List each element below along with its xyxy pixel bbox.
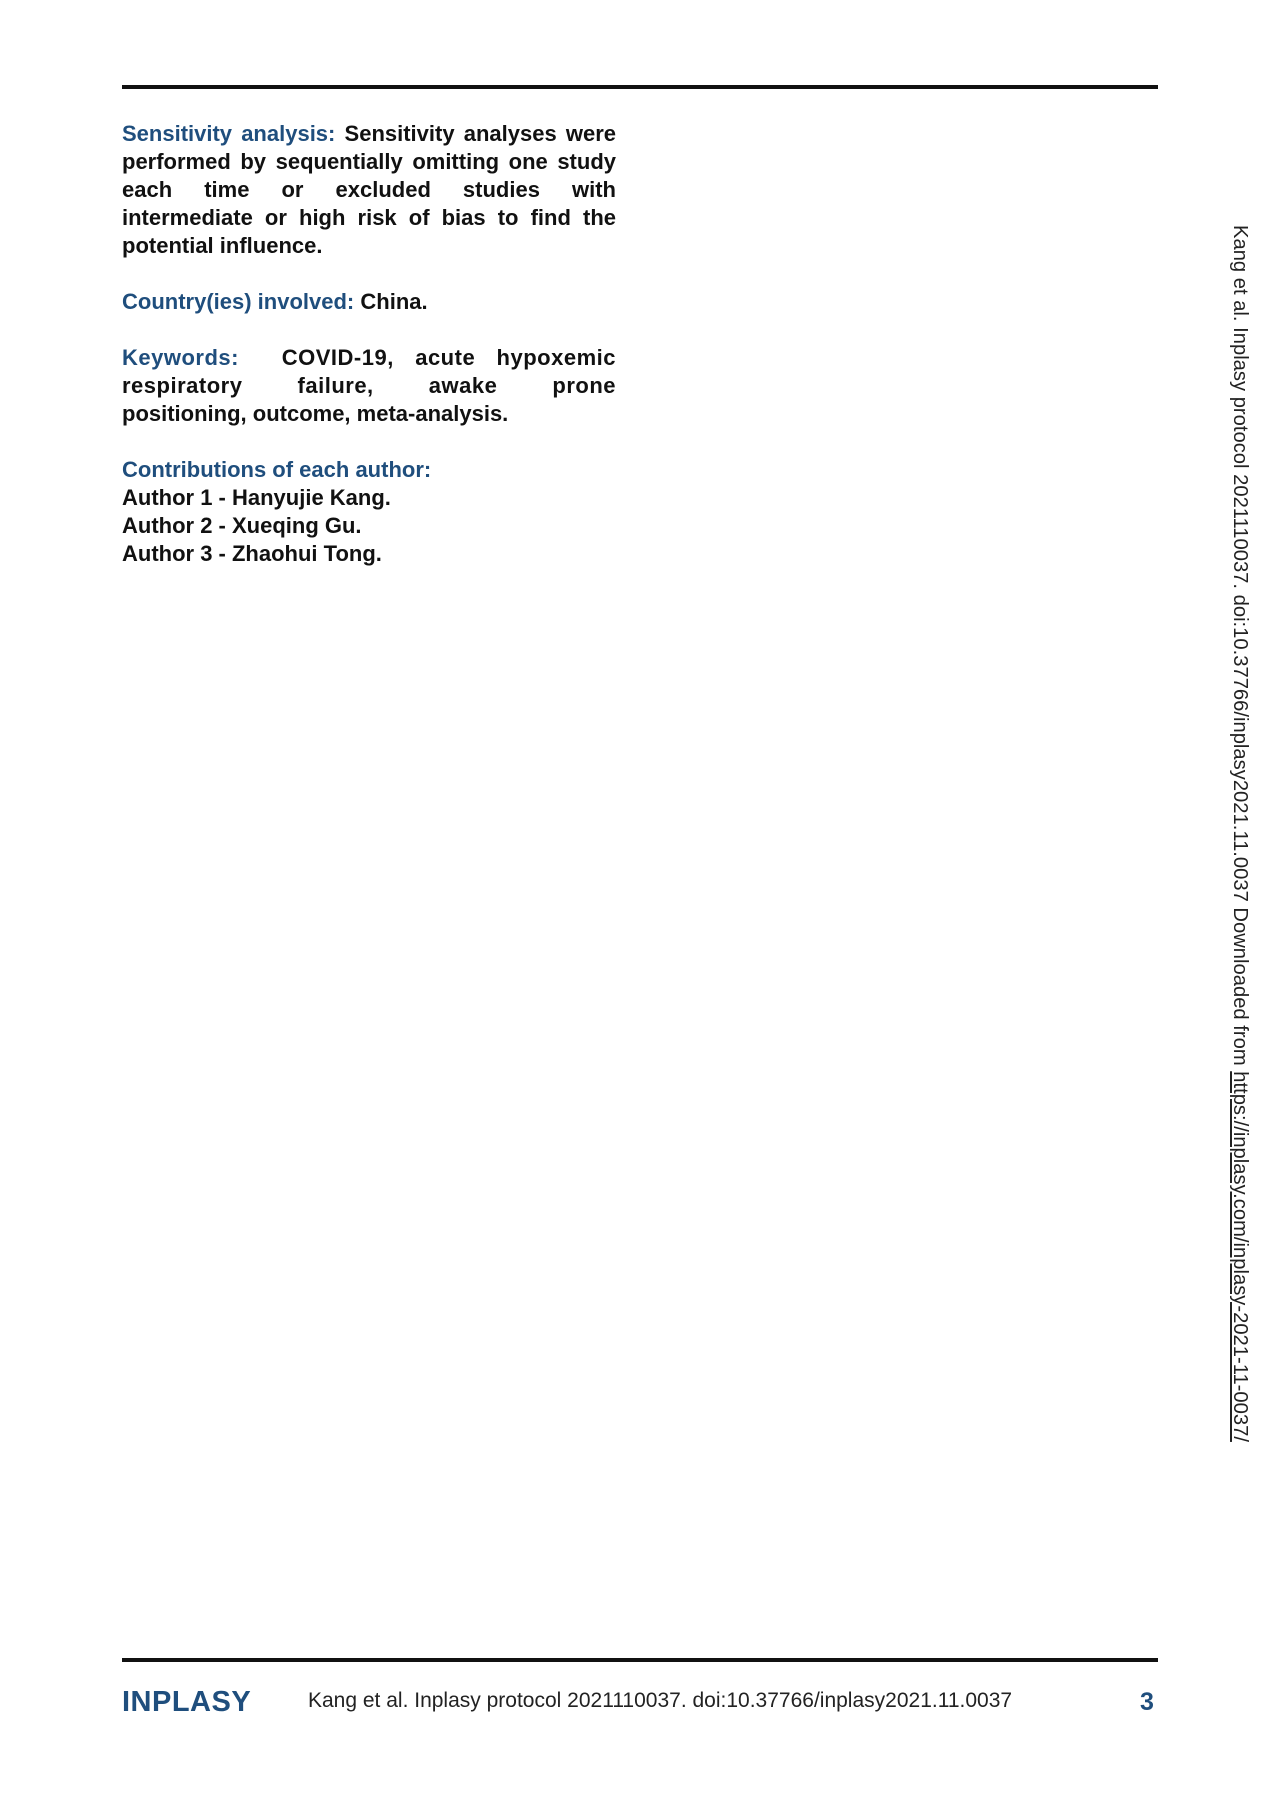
main-column (122, 120, 616, 596)
side-note-link[interactable]: https://inplasy.com/inplasy-2021-11-0037/ (1229, 1071, 1251, 1442)
country-paragraph (122, 288, 616, 316)
keywords-line-2: respiratory failure, awake prone (122, 373, 616, 398)
keywords-line-1 (122, 344, 616, 372)
top-rule (122, 85, 1158, 89)
side-note-text: Kang et al. Inplasy protocol 2021110037. doi:10.37766/inplasy2021.11.0037 Downloaded from (1229, 225, 1251, 1072)
author-line-1: Author 1 - Hanyujie Kang. (122, 485, 391, 510)
country-label: Country(ies) involved: (122, 289, 355, 314)
page-number: 3 (1140, 1688, 1154, 1716)
keywords-line-1-text: COVID-19, acute hypoxemic (281, 345, 616, 370)
keywords-paragraph (122, 344, 616, 428)
author-line-3: Author 3 - Zhaohui Tong. (122, 541, 382, 566)
bottom-rule (122, 1658, 1158, 1662)
footer-citation: Kang et al. Inplasy protocol 2021110037. doi:10.37766/inplasy2021.11.0037 (308, 1689, 1013, 1712)
keywords-line-3: positioning, outcome, meta-analysis. (122, 401, 509, 426)
footer-brand-logo: INPLASY (122, 1686, 252, 1718)
sensitivity-analysis-label: Sensitivity analysis: (122, 121, 336, 146)
keywords-label: Keywords: (122, 345, 239, 370)
author-line-2: Author 2 - Xueqing Gu. (122, 513, 362, 538)
side-download-note (1229, 225, 1251, 1442)
contributions-paragraph (122, 456, 616, 568)
country-text: China. (360, 289, 428, 314)
contributions-label: Contributions of each author: (122, 457, 432, 482)
sensitivity-analysis-paragraph (122, 120, 616, 260)
sensitivity-analysis-text: Sensitivity analyses were performed by sequentially omitting one study each time or excluded studies with intermediate or high risk of bias to find the potential influence. (122, 121, 616, 258)
